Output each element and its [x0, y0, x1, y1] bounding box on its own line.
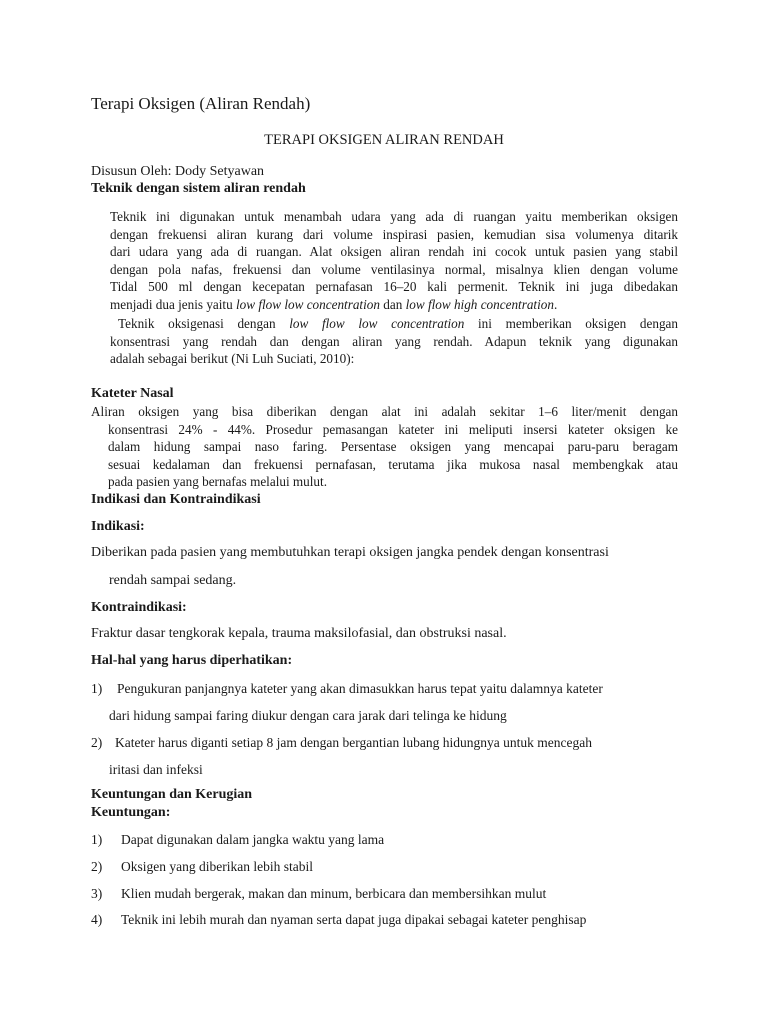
list-number: 4) — [91, 912, 103, 927]
kateter-line: konsentrasi 24% - 44%. Prosedur pemasangan kateter ini meliputi insersi kateter oksigen ke — [108, 421, 678, 437]
section-heading-kateter-nasal: Kateter Nasal — [91, 386, 174, 401]
para2-line-first — [110, 315, 678, 333]
indikasi-label: Indikasi: — [91, 519, 145, 534]
para2-line: konsentrasi yang rendah dan dengan aliran yang rendah. Adapun teknik yang digunakan — [110, 333, 678, 349]
list-number: 1) — [91, 681, 103, 696]
indikasi-text-line: Diberikan pada pasien yang membutuhkan terapi oksigen jangka pendek dengan konsentrasi — [91, 545, 609, 560]
section-heading-keuntungan-kerugian: Keuntungan dan Kerugian — [91, 787, 253, 802]
intro-line-last — [110, 296, 678, 314]
intro-emphasis: low flow high concentration — [405, 296, 554, 312]
section-heading-low-flow: Teknik dengan sistem aliran rendah — [91, 181, 306, 196]
list-item-text: Kateter harus diganti setiap 8 jam dengan bergantian lubang hidungnya untuk mencegah — [115, 735, 592, 750]
paragraph-low-concentration — [110, 315, 678, 368]
section-heading-hal-hal: Hal-hal yang harus diperhatikan: — [91, 653, 293, 668]
kateter-line: sesuai kedalaman dan frekuensi pernafasan, terutama jika mukosa nasal membengkak atau — [108, 456, 678, 472]
kateter-line: dalam hidung sampai naso faring. Persentase oksigen yang mencapai paru-paru beragam — [108, 439, 678, 454]
list-item-text: Dapat digunakan dalam jangka waktu yang lama — [121, 832, 385, 847]
intro-line: dengan frekuensi aliran kurang dari volume inspirasi pasien, kemudian sisa volumenya ditarik — [110, 226, 678, 242]
list-item-text: Klien mudah bergerak, makan dan minum, berbicara dan membersihkan mulut — [121, 886, 547, 901]
intro-line: dari udara yang ada di ruangan. Alat oksigen aliran rendah ini cocok untuk pasien yang stabil — [110, 244, 678, 259]
indikasi-text-line: rendah sampai sedang. — [109, 573, 237, 588]
kontraindikasi-label: Kontraindikasi: — [91, 600, 187, 615]
list-item-text: Oksigen yang diberikan lebih stabil — [121, 859, 313, 874]
list-number: 2) — [91, 859, 103, 874]
list-item-text: Pengukuran panjangnya kateter yang akan dimasukkan harus tepat yaitu dalamnya kateter — [117, 681, 603, 696]
list-item-text: dari hidung sampai faring diukur dengan cara jarak dari telinga ke hidung — [109, 708, 507, 723]
list-item-text: Teknik ini lebih murah dan nyaman serta dapat juga dipakai sebagai kateter penghisap — [121, 912, 587, 927]
kateter-paragraph — [91, 403, 678, 491]
intro-text: menjadi dua jenis yaitu — [110, 296, 236, 312]
keuntungan-label: Keuntungan: — [91, 805, 171, 820]
intro-line: Teknik ini digunakan untuk menambah udara yang ada di ruangan yaitu memberikan oksigen — [110, 209, 678, 224]
author-line: Disusun Oleh: Dody Setyawan — [91, 164, 265, 179]
intro-text: . — [553, 296, 558, 312]
intro-line: dengan pola nafas, frekuensi dan volume ventilasinya normal, misalnya klien dengan volume — [110, 261, 678, 277]
list-number: 3) — [91, 886, 103, 901]
kateter-line: pada pasien yang bernafas melalui mulut. — [108, 474, 327, 489]
para2-emphasis: low flow low concentration — [289, 316, 465, 331]
para2-text: ini memberikan oksigen dengan — [464, 316, 678, 331]
para2-text: Teknik oksigenasi dengan — [118, 316, 290, 331]
document-title: Terapi Oksigen (Aliran Rendah) — [91, 94, 311, 113]
kontraindikasi-text: Fraktur dasar tengkorak kepala, trauma maksilofasial, dan obstruksi nasal. — [91, 626, 507, 641]
page-heading: TERAPI OKSIGEN ALIRAN RENDAH — [264, 132, 504, 148]
para2-line: adalah sebagai berikut (Ni Luh Suciati, 2010): — [110, 351, 355, 366]
intro-text: dan — [379, 296, 406, 312]
section-heading-indikasi-kontraindikasi: Indikasi dan Kontraindikasi — [91, 492, 261, 507]
list-number: 2) — [91, 735, 103, 750]
kateter-line: Aliran oksigen yang bisa diberikan dengan alat ini adalah sekitar 1–6 liter/menit dengan — [91, 404, 678, 419]
intro-line: Tidal 500 ml dengan kecepatan pernafasan 16–20 kali permenit. Teknik ini juga dibedakan — [110, 279, 678, 294]
list-item-text: iritasi dan infeksi — [109, 762, 203, 777]
intro-emphasis: low flow low concentration — [235, 296, 380, 312]
intro-paragraph — [110, 208, 678, 313]
list-number: 1) — [91, 832, 103, 847]
